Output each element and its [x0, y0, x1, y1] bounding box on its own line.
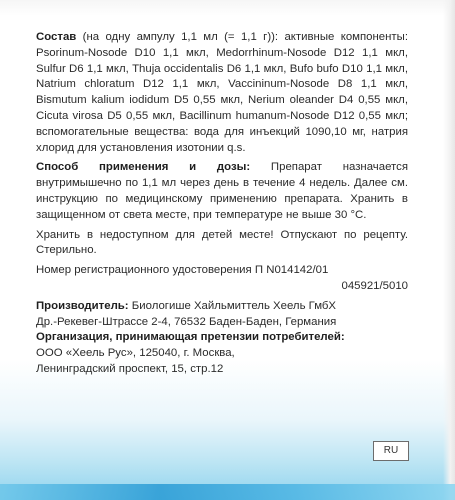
storage-paragraph: Хранить в недоступном для детей месте! Отпускают по рецепту. Стерильно. [36, 228, 408, 257]
leaflet-text [36, 30, 408, 378]
manufacturer-name: Биологише Хайльмиттель Хеель ГмбХ [128, 299, 337, 312]
composition-heading: Состав [36, 31, 77, 43]
composition-text: (на одну ампулу 1,1 мл (= 1,1 г)): активные компоненты: Psorinum-Nosode D10 1,1 мкл, Medorrhinum-Nosode D12 1,1 мкл, Sulfur D6 1,1 мкл, Thuja occidentalis D6 1,1 мкл, Bufo bufo D10 1,1 мкл, Natrium chloratum D12 1,1 мкл, Vaccininum-Nosode D8 1,1 мкл, Bismutum kalium iodidum D5 0,55 мкл, Nerium oleander D4 0,55 мкл, Cicuta virosa D5 0,55 мкл, Bacillinum humanum-Nosode D12 0,55 мкл; вспомогательные вещества: вода для инъекций 1090,10 мг, натрия хлорид для установления изотонии q.s. [36, 31, 408, 154]
registration-number: 045921/5010 [341, 279, 408, 292]
blue-gradient-band [0, 484, 455, 500]
usage-text: Препарат назначается внутримышечно по 1,1 мл через день в течение 4 недель. Далее см. инструкцию по медицинскому применению препарата. Хранить в защищенном от света месте, при температуре не выше 30 °С. [36, 161, 408, 221]
top-edge [0, 0, 455, 16]
ru-label-badge: RU [373, 441, 409, 461]
composition-paragraph [36, 30, 408, 156]
registration-line: Номер регистрационного удостоверения П N014142/01 [36, 264, 329, 277]
manufacturer-line [36, 299, 408, 315]
claims-line2: Ленинградский проспект, 15, стр.12 [36, 362, 224, 375]
manufacturer-address: Др.-Рекевег-Штрассе 2-4, 76532 Баден-Баден, Германия [36, 315, 337, 328]
manufacturer-heading: Производитель: [36, 299, 129, 312]
right-edge-shading [443, 0, 455, 500]
claims-heading: Организация, принимающая претензии потребителей: [36, 331, 345, 344]
claims-line1: ООО «Хеель Рус», 125040, г. Москва, [36, 347, 235, 360]
usage-heading: Способ применения и дозы: [36, 161, 251, 174]
usage-paragraph [36, 160, 408, 223]
